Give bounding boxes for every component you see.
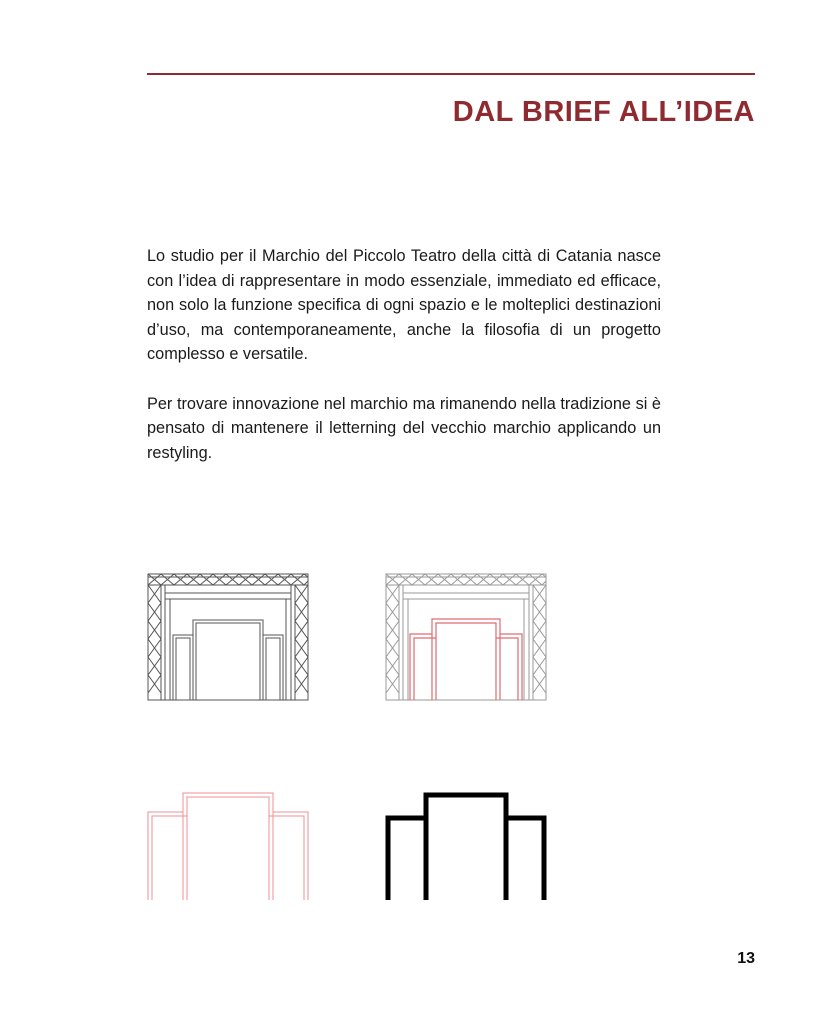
paragraph-intro: Lo studio per il Marchio del Piccolo Teatro della città di Catania nasce con l’idea di rappresentare in modo essenziale, immediato ed efficace, non solo la funzione specifica di ogni spazio e le molteplici destinazioni d’uso, ma contemporaneamente, anche la filosofia di un progetto complesso e versatile. [147, 247, 661, 363]
header-rule [147, 73, 755, 75]
page-number: 13 [737, 950, 755, 967]
stage-sketch-highlighted-figure [385, 573, 547, 701]
page-title: DAL BRIEF ALL’IDEA [452, 96, 755, 128]
logo-outline-red-figure [147, 788, 309, 900]
stage-sketch-full-figure [147, 573, 309, 701]
logo-final-black-figure [385, 788, 547, 900]
body-text [147, 244, 661, 490]
paragraph-restyling: Per trovare innovazione nel marchio ma rimanendo nella tradizione si è pensato di mantenere il letterning del vecchio marchio applicando un restyling. [147, 394, 661, 462]
